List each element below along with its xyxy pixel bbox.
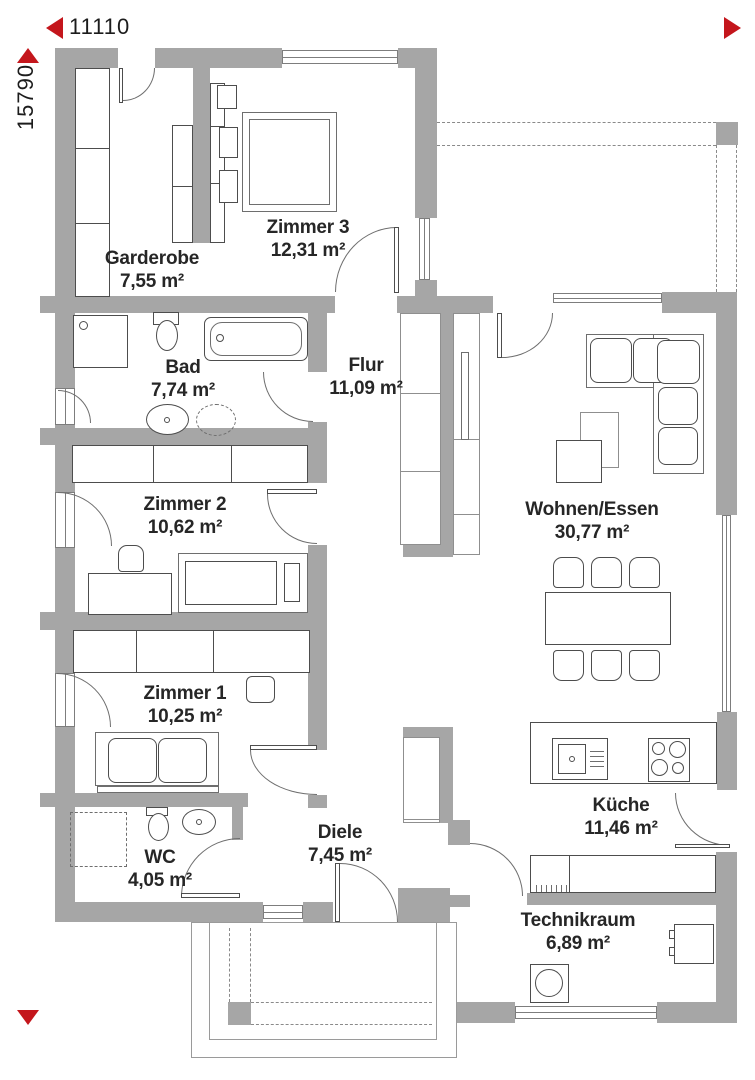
- sofa-cushion: [108, 738, 157, 783]
- door-leaf: [181, 893, 240, 898]
- wall: [232, 807, 243, 840]
- nightstand: [217, 85, 237, 109]
- room-label-zimmer1: [105, 682, 265, 728]
- room-label-wohnen-essen: [512, 498, 672, 544]
- room-area: 7,74 m²: [150, 380, 216, 401]
- wall: [403, 727, 453, 737]
- room-area: 6,89 m²: [545, 933, 611, 954]
- sofa-cushion: [658, 427, 698, 465]
- wall: [415, 280, 437, 300]
- desk: [88, 573, 172, 615]
- appliance-tab: [669, 947, 675, 956]
- wall: [398, 888, 450, 922]
- overhang-line: [437, 122, 716, 123]
- appliance: [674, 924, 714, 964]
- wall-stub: [40, 612, 55, 630]
- room-name: Zimmer 3: [266, 217, 350, 238]
- wall: [193, 68, 210, 243]
- bathtub-drain: [216, 334, 224, 342]
- chair: [553, 557, 584, 588]
- window: [515, 1006, 657, 1019]
- wall-stub: [40, 428, 55, 445]
- room-label-kueche: [541, 794, 701, 840]
- chair: [629, 557, 660, 588]
- dim-arrow-left-icon: [46, 17, 63, 39]
- door-leaf: [119, 68, 123, 103]
- hall-closet: [403, 737, 440, 823]
- door-leaf: [267, 489, 317, 494]
- column: [716, 122, 738, 145]
- dim-arrow-right-icon: [724, 17, 741, 39]
- wall: [308, 795, 327, 808]
- room-name: Flur: [348, 355, 384, 376]
- washing-machine-drum: [535, 969, 563, 997]
- appliance-tab: [669, 930, 675, 939]
- door-arc: [470, 843, 523, 896]
- overhang-line: [736, 145, 737, 292]
- wall: [403, 545, 453, 557]
- room-label-garderobe: [72, 247, 232, 293]
- tv: [461, 352, 469, 440]
- drainboard: [590, 747, 604, 771]
- dim-arrow-down-icon: [17, 1010, 39, 1025]
- wardrobe: [172, 125, 193, 243]
- wardrobe: [72, 445, 308, 483]
- window: [419, 218, 430, 280]
- room-name: Wohnen/Essen: [525, 499, 659, 520]
- dining-table: [545, 592, 671, 645]
- sofa-cushion: [658, 387, 698, 425]
- door-leaf: [250, 745, 317, 750]
- wardrobe: [73, 630, 310, 673]
- hall-cabinet: [400, 313, 441, 545]
- bed-inner: [185, 561, 277, 605]
- wall: [55, 548, 75, 673]
- overhang-line: [251, 1002, 432, 1003]
- wall-stub: [40, 793, 55, 807]
- pillow: [284, 563, 300, 602]
- wall: [308, 612, 327, 750]
- door-arc: [267, 494, 317, 544]
- room-label-zimmer2: [105, 493, 265, 539]
- room-name: Zimmer 2: [143, 494, 227, 515]
- door-arc: [58, 390, 91, 423]
- room-name: Küche: [592, 795, 650, 816]
- sofa-cushion: [158, 738, 207, 783]
- overhang-line: [250, 928, 251, 1002]
- room-label-bad: [103, 356, 263, 402]
- toilet-bowl: [148, 813, 169, 841]
- burner: [651, 759, 668, 776]
- door-arc: [502, 313, 553, 358]
- door-arc: [57, 673, 111, 727]
- wall: [415, 48, 437, 218]
- door-arc: [340, 863, 398, 922]
- overhang-line: [229, 928, 230, 1002]
- sofa-cushion: [590, 338, 632, 383]
- door-arc: [123, 68, 155, 101]
- door-arc: [250, 750, 317, 795]
- wall: [303, 902, 333, 922]
- wall: [55, 902, 263, 922]
- door-leaf: [394, 227, 399, 293]
- wall: [448, 895, 470, 907]
- wall: [717, 712, 737, 790]
- room-label-wc: [80, 846, 240, 892]
- room-area: 7,55 m²: [119, 271, 185, 292]
- sink-drain: [164, 417, 170, 423]
- overhang-line: [716, 145, 717, 292]
- pillow: [219, 170, 238, 203]
- chair: [629, 650, 660, 681]
- bed-inner: [249, 119, 330, 205]
- chair: [591, 650, 622, 681]
- room-area: 7,45 m²: [307, 845, 373, 866]
- chair: [591, 557, 622, 588]
- wall: [441, 312, 453, 555]
- room-area: 10,25 m²: [147, 706, 223, 727]
- overhang-line: [251, 1024, 432, 1025]
- window: [722, 515, 731, 712]
- room-area: 4,05 m²: [127, 870, 193, 891]
- burner: [669, 741, 686, 758]
- overhang-line: [437, 145, 716, 146]
- door-leaf: [675, 844, 730, 848]
- coffee-table: [556, 440, 602, 483]
- sofa-cushion: [657, 340, 700, 384]
- wall: [527, 893, 717, 905]
- laundry-basket: [196, 404, 236, 436]
- room-area: 12,31 m²: [270, 240, 346, 261]
- window: [282, 50, 398, 64]
- toilet-bowl: [156, 320, 178, 351]
- wall: [308, 445, 327, 483]
- room-area: 30,77 m²: [554, 522, 630, 543]
- sofa-base: [97, 786, 219, 793]
- room-name: WC: [144, 847, 176, 868]
- room-area: 10,62 m²: [147, 517, 223, 538]
- wall: [55, 296, 335, 313]
- burner: [652, 742, 665, 755]
- shower-head: [79, 321, 88, 330]
- room-name: Bad: [165, 357, 201, 378]
- window: [553, 293, 662, 303]
- wall: [308, 422, 327, 445]
- room-label-zimmer3: [228, 216, 388, 262]
- room-area: 11,09 m²: [329, 378, 403, 399]
- room-label-diele: [260, 821, 420, 867]
- column: [228, 1002, 251, 1025]
- wall: [55, 48, 75, 388]
- wall: [662, 292, 737, 313]
- room-name: Technikraum: [520, 910, 636, 931]
- dim-height-label: 15790: [13, 63, 38, 131]
- pillow: [219, 127, 238, 158]
- room-label-flur: [286, 354, 446, 400]
- room-name: Garderobe: [104, 248, 200, 269]
- room-name: Zimmer 1: [143, 683, 227, 704]
- wall: [716, 313, 737, 515]
- wall: [716, 852, 737, 1003]
- wall: [397, 296, 493, 313]
- wall: [308, 545, 327, 612]
- chair: [553, 650, 584, 681]
- wall: [55, 793, 248, 807]
- chair: [118, 545, 144, 572]
- window: [263, 905, 303, 919]
- room-name: Diele: [317, 822, 363, 843]
- dim-width-label: 11110: [69, 14, 131, 39]
- wall: [440, 737, 453, 823]
- door-arc: [58, 492, 112, 546]
- wall: [657, 1002, 737, 1023]
- sink-drain: [569, 756, 575, 762]
- wall: [155, 48, 282, 68]
- room-label-technikraum: [498, 909, 658, 955]
- room-area: 11,46 m²: [584, 818, 658, 839]
- dishwasher-marks: [532, 885, 567, 892]
- sink-drain: [196, 819, 202, 825]
- wall-stub: [40, 296, 55, 313]
- door-leaf: [497, 313, 502, 358]
- door-leaf: [335, 863, 340, 922]
- burner: [672, 762, 684, 774]
- wall: [448, 820, 470, 845]
